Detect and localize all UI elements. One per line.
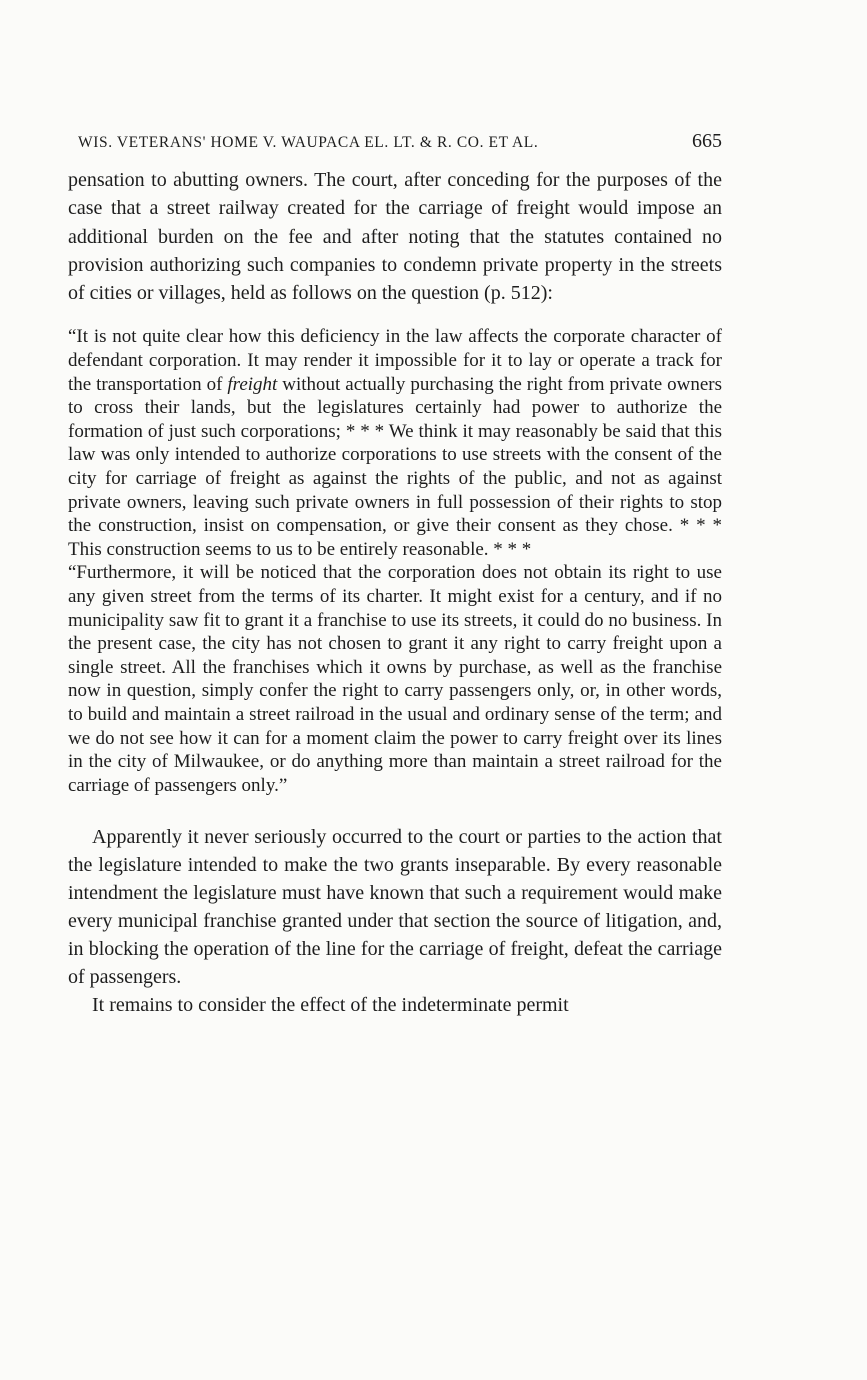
quote-1-text-b: without actually purchasing the right from private owners to cross their lands, but the legislatures certainly had power to authorize the formation of just such corporations; * * * We think it may reasonably be said that this law was only intended to authorize corporations to use streets with the consent of the city for carriage of freight as against the rights of the public, and not as against private owners, leaving such private owners in full possession of their rights to stop the construction, insist on compensation, or give their consent as they chose. * * * This construction seems to us to be entirely reasonable. * * * (68, 373, 723, 560)
body-paragraph-apparently: Apparently it never seriously occurred to the court or parties to the action that the legislature intended to make the two grants inseparable. By every reasonable intendment the legislature must have known that such a requirement would make every municipal franchise granted under that section the source of litigation, and, in blocking the operation of the line for the carriage of freight, defeat the carriage of passengers. (68, 826, 722, 989)
quote-paragraph-2: “Furthermore, it will be noticed that the corporation does not obtain its right to use any given street from the terms of its charter. It might exist for a century, and if no municipality saw fit to grant it a franchise to use its streets, it could do no business. In the present case, the city has not chosen to grant it any right to carry freight upon a single street. All the franchises which it owns by purchase, as well as the franchise now in question, simply confer the right to carry passengers only, or, in other words, to build and maintain a street railroad in the usual and ordinary sense of the term; and we do not see how it can for a moment claim the power to carry freight over its lines in the city of Milwaukee, or do anything more than maintain a street railroad for the carriage of passengers only.” (68, 562, 722, 796)
quote-paragraph-1 (68, 325, 722, 561)
intro-paragraph: pensation to abutting owners. The court, after conceding for the purposes of the case that a street railway created for the carriage of freight would impose an additional burden on the fee and after noting that the statutes contained no provision authorizing such companies to condemn private property in the streets of cities or villages, held as follows on the question (p. 512): (68, 169, 722, 305)
case-title: WIS. VETERANS' HOME V. WAUPACA EL. LT. & R. CO. ET AL. (78, 134, 539, 151)
body-paragraph-remains: It remains to consider the effect of the indeterminate permit (92, 994, 569, 1017)
block-quote (68, 325, 722, 797)
quote-1-emphasis: freight (227, 373, 278, 395)
quote-1-text-a: “It is not quite clear how this deficiency in the law affects the corporate character of defendant corporation. It may render it impossible for it to lay or operate a track for the transportation of (68, 326, 722, 395)
document-page (68, 130, 722, 1019)
page-number: 665 (692, 130, 722, 152)
running-header (78, 130, 722, 166)
